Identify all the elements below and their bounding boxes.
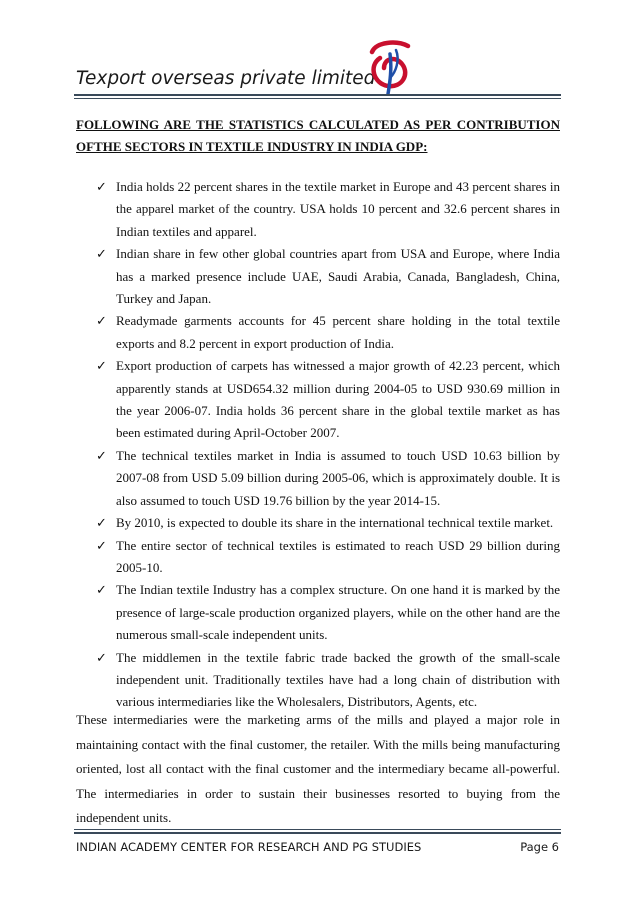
list-item [76,647,560,714]
checkmark-icon: ✓ [96,649,107,665]
header-divider-thick [74,94,561,96]
section-heading: FOLLOWING ARE THE STATISTICS CALCULATED AS PER CONTRIBUTION OFTHE SECTORS IN TEXTILE INDUSTRY IN INDIA GDP: [76,117,560,154]
checkmark-icon: ✓ [96,515,107,531]
statistics-list [76,176,560,714]
list-item-text: Export production of carpets has witnessed a major growth of 42.23 percent, which apparently stands at USD654.32 million during 2004-05 to USD 930.69 million in the year 2006-07. India holds 36 percent share in the global textile market as has been estimated during April-October 2007. [116,358,560,441]
list-item-text: The entire sector of technical textiles is estimated to reach USD 29 billion during 2005-10. [116,537,560,575]
list-item [76,243,560,310]
list-item-text: By 2010, is expected to double its share in the international technical textile market. [116,515,554,531]
list-item [76,512,560,534]
list-item [76,445,560,512]
checkmark-icon: ✓ [96,246,107,262]
checkmark-icon: ✓ [96,358,107,374]
list-item [76,176,560,243]
list-item-text: Readymade garments accounts for 45 percent share holding in the total textile exports and 8.2 percent in export production of India. [116,313,560,351]
footer-divider-thick [74,832,561,834]
header-divider-thin [74,98,561,99]
checkmark-icon: ✓ [96,582,107,598]
list-item-text: The Indian textile Industry has a complex structure. On one hand it is marked by the presence of large-scale production organized players, while on the other hand are the numerous small-scale independent units. [116,582,560,643]
checkmark-icon: ✓ [96,537,107,553]
footer-institution: INDIAN ACADEMY CENTER FOR RESEARCH AND PG STUDIES [76,840,422,854]
checkmark-icon: ✓ [96,179,107,194]
list-item [76,579,560,646]
list-item-text: The middlemen in the textile fabric trade backed the growth of the small-scale independent unit. Traditionally textiles have had a long chain of distribution with various intermediaries like the Wholesalers, Distributors, Agents, etc. [116,649,560,710]
list-item [76,355,560,445]
checkmark-icon: ✓ [96,313,107,329]
list-item-text: Indian share in few other global countries apart from USA and Europe, where India has a marked presence include UAE, Saudi Arabia, Canada, Bangladesh, China, Turkey and Japan. [116,246,560,307]
checkmark-icon: ✓ [96,447,107,463]
body-paragraph: These intermediaries were the marketing arms of the mills and played a major role in maintaining contact with the final customer, the retailer. With the mills being manufacturing oriented, lost all contact with the final customer and the intermediary became all-powerful. The intermediaries in order to sustain their businesses resorted to buying from the independent units. [76,712,560,825]
footer-divider-thin [74,829,561,830]
list-item [76,535,560,580]
company-title: Texport overseas private limited [76,68,376,89]
list-item-text: The technical textiles market in India is assumed to touch USD 10.63 billion by 2007-08 from USD 5.09 billion during 2005-06, which is approximately double. It is also assumed to touch USD 19.76 billion by the year 2014-15. [116,447,560,508]
list-item-text: India holds 22 percent shares in the textile market in Europe and 43 percent shares in the apparel market of the country. USA holds 10 percent and 32.6 percent shares in Indian textiles and apparel. [116,179,560,239]
swirl-logo-icon [366,38,414,96]
page-number: Page 6 [520,840,559,854]
list-item [76,310,560,355]
